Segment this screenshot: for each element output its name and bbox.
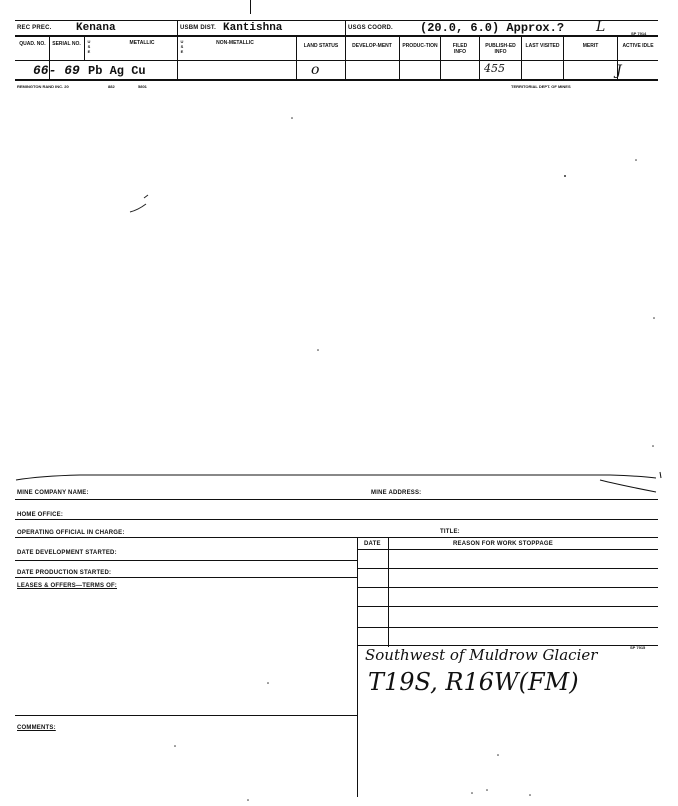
date-production-label: DATE PRODUCTION STARTED: (17, 570, 112, 576)
header-nonmetallic: NON-METALLIC (216, 40, 254, 46)
footer-right: TERRITORIAL DEPT. OF MINES (511, 84, 571, 89)
footer-code-1: 882 (108, 84, 115, 89)
quad-serial-value: 66- 69 (33, 63, 80, 78)
home-office-label: HOME OFFICE: (17, 512, 64, 518)
form-number-top: SP 7914 (631, 31, 647, 36)
handwritten-location: Southwest of Muldrow Glacier (365, 646, 598, 664)
reason-column-header: REASON FOR WORK STOPPAGE (453, 541, 553, 547)
header-use-nonmetallic: U S E (180, 39, 184, 54)
usgs-coord-value: (20.0, 6.0) Approx.? (420, 21, 565, 35)
header-metallic: METALLIC (129, 40, 155, 46)
leases-label: LEASES & OFFERS—TERMS OF: (17, 583, 118, 589)
usbm-dist-value: Kantishna (223, 22, 283, 34)
date-development-label: DATE DEVELOPMENT STARTED: (17, 550, 117, 556)
title-label: TITLE: (440, 529, 460, 535)
header-filed-info: FILED INFO (452, 43, 468, 55)
header-production: PRODUC-TION (402, 43, 438, 49)
footer-left: REMINGTON RAND INC. 20 (17, 84, 69, 89)
usbm-dist-label: USBM DIST. (180, 25, 217, 31)
mine-address-label: MINE ADDRESS: (371, 490, 422, 496)
usgs-coord-mark: L (596, 19, 606, 35)
footer-code-2: 5801 (138, 84, 147, 89)
metallic-value: Pb Ag Cu (88, 64, 146, 78)
published-info-value: 455 (484, 62, 505, 75)
form-number-bottom: SP 7915 (630, 645, 646, 650)
date-column-header: DATE (364, 541, 381, 547)
card-edge (0, 470, 678, 500)
usgs-coord-label: USGS COORD. (348, 25, 393, 31)
header-merit: MERIT (582, 43, 599, 49)
header-active-idle: ACTIVE IDLE (622, 43, 654, 49)
header-development: DEVELOP-MENT (352, 43, 392, 49)
rec-prec-value: Kenana (76, 22, 116, 34)
header-quad: QUAD. NO. (19, 41, 46, 47)
header-serial: SERIAL NO. (52, 41, 81, 47)
header-last-visited: LAST VISITED (525, 43, 560, 49)
active-idle-value: J (616, 63, 622, 79)
header-land-status: LAND STATUS (303, 43, 339, 49)
mine-company-name-label: MINE COMPANY NAME: (17, 490, 89, 496)
operating-official-label: OPERATING OFFICIAL IN CHARGE: (17, 530, 125, 536)
header-use-metallic: U S E (87, 39, 91, 54)
rec-prec-label: REC PREC. (17, 25, 52, 31)
header-published-info: PUBLISH-ED INFO (485, 43, 516, 55)
comments-label: COMMENTS: (17, 725, 56, 731)
land-status-value: o (311, 62, 320, 78)
handwritten-township: T19S, R16W(FM) (368, 668, 579, 696)
